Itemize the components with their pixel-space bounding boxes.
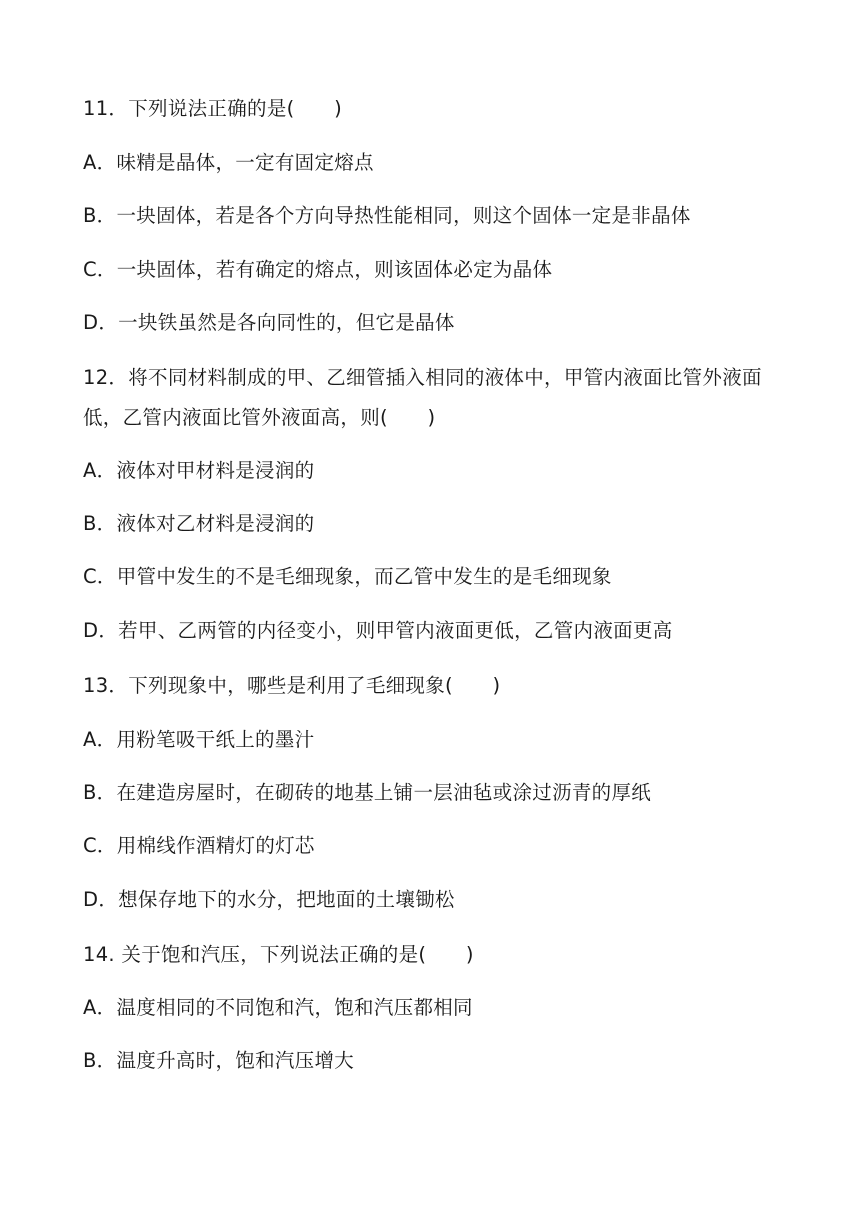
question-13-option-c: C．用棉线作酒精灯的灯芯 bbox=[83, 834, 315, 857]
question-11-stem: 11．下列说法正确的是( ) bbox=[83, 97, 343, 120]
question-12-stem-line2: 低，乙管内液面比管外液面高，则( ) bbox=[83, 406, 436, 429]
question-12-option-b: B．液体对乙材料是浸润的 bbox=[83, 512, 315, 535]
question-11-option-d: D．一块铁虽然是各向同性的，但它是晶体 bbox=[83, 311, 455, 334]
question-13-option-b: B．在建造房屋时，在砌砖的地基上铺一层油毡或涂过沥青的厚纸 bbox=[83, 781, 652, 804]
question-11-option-b: B．一块固体，若是各个方向导热性能相同，则这个固体一定是非晶体 bbox=[83, 204, 691, 227]
question-12-option-c: C．甲管中发生的不是毛细现象，而乙管中发生的是毛细现象 bbox=[83, 565, 612, 588]
question-13-stem: 13．下列现象中，哪些是利用了毛细现象( ) bbox=[83, 674, 501, 697]
question-11-option-c: C．一块固体，若有确定的熔点，则该固体必定为晶体 bbox=[83, 258, 553, 281]
question-11-option-a: A．味精是晶体，一定有固定熔点 bbox=[83, 151, 374, 174]
question-14-stem: 14. 关于饱和汽压，下列说法正确的是( ) bbox=[83, 943, 474, 966]
question-13-option-a: A．用粉笔吸干纸上的墨汁 bbox=[83, 728, 315, 751]
question-12-stem-line1: 12．将不同材料制成的甲、乙细管插入相同的液体中，甲管内液面比管外液面 bbox=[83, 366, 762, 389]
question-14-option-a: A．温度相同的不同饱和汽，饱和汽压都相同 bbox=[83, 996, 473, 1019]
question-12-option-a: A．液体对甲材料是浸润的 bbox=[83, 459, 315, 482]
question-12-option-d: D．若甲、乙两管的内径变小，则甲管内液面更低，乙管内液面更高 bbox=[83, 619, 673, 642]
question-13-option-d: D．想保存地下的水分，把地面的土壤锄松 bbox=[83, 888, 455, 911]
question-14-option-b: B．温度升高时，饱和汽压增大 bbox=[83, 1049, 355, 1072]
